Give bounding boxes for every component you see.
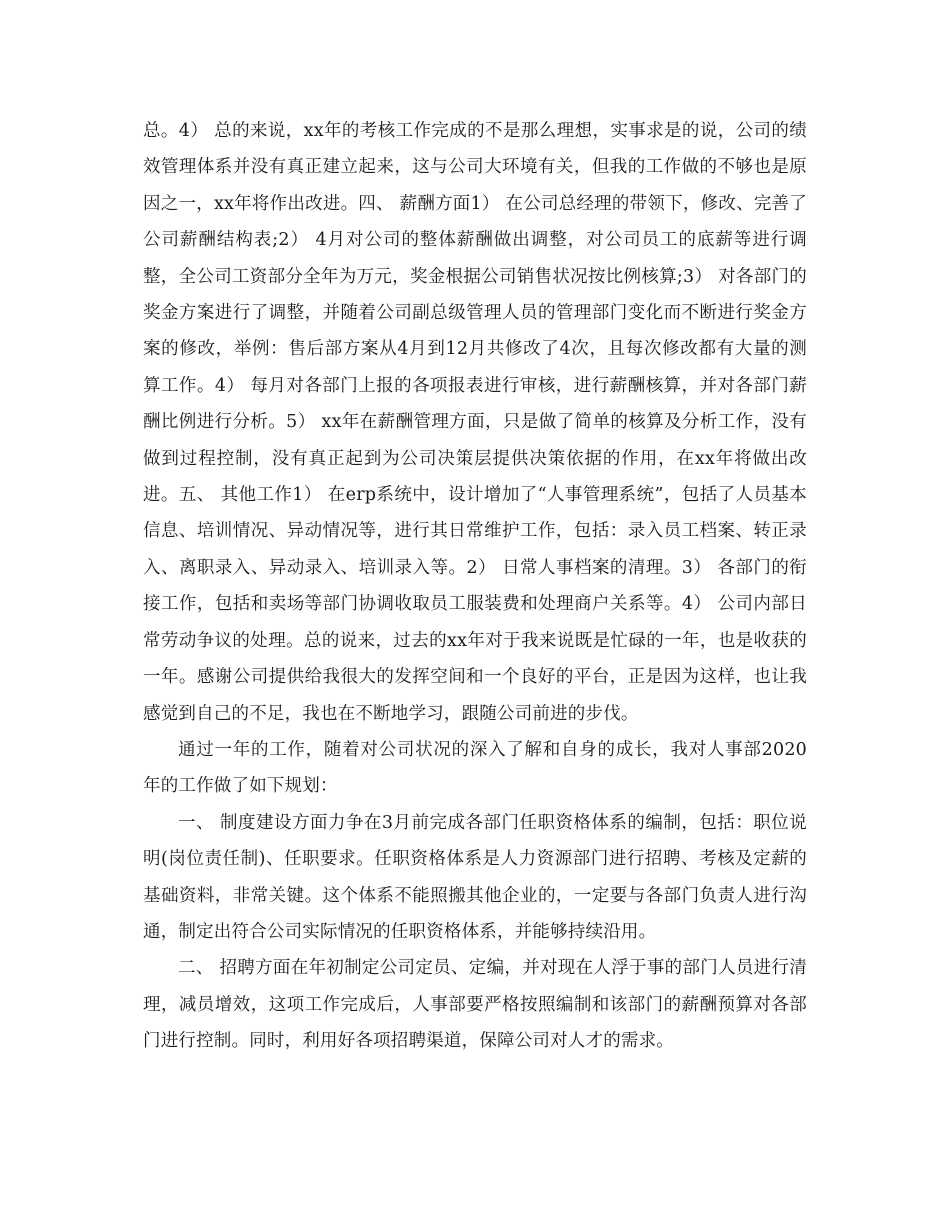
document-body [143, 113, 807, 1060]
paragraph-annual-summary: 总。4） 总的来说，xx年的考核工作完成的不是那么理想，实事求是的说，公司的绩效管理体系并没有真正建立起来，这与公司大环境有关，但我的工作做的不够也是原因之一，xx年将作出改进。四、 薪酬方面1） 在公司总经理的带领下，修改、完善了公司薪酬结构表;2） 4月对公司的整体薪酬做出调整，对公司员工的底薪等进行调整，全公司工资部分全年为万元，奖金根据公司销售状况按比例核算;3） 对各部门的奖金方案进行了调整，并随着公司副总级管理人员的管理部门变化而不断进行奖金方案的修改，举例：售后部方案从4月到12月共修改了4次，且每次修改都有大量的测算工作。4） 每月对各部门上报的各项报表进行审核，进行薪酬核算，并对各部门薪酬比例进行分析。5） xx年在薪酬管理方面，只是做了简单的核算及分析工作，没有做到过程控制，没有真正起到为公司决策层提供决策依据的作用，在xx年将做出改进。五、 其他工作1） 在erp系统中，设计增加了“人事管理系统”，包括了人员基本信息、培训情况、异动情况等，进行其日常维护工作，包括：录入员工档案、转正录入、离职录入、异动录入、培训录入等。2） 日常人事档案的清理。3） 各部门的衔接工作，包括和卖场等部门协调收取员工服装费和处理商户关系等。4） 公司内部日常劳动争议的处理。总的说来，过去的xx年对于我来说既是忙碌的一年，也是收获的一年。感谢公司提供给我很大的发挥空间和一个良好的平台，正是因为这样，也让我感觉到自己的不足，我也在不断地学习，跟随公司前进的步伐。 [143, 121, 807, 724]
paragraph-plan-intro: 通过一年的工作，随着对公司状况的深入了解和自身的成长，我对人事部2020年的工作做了如下规划： [143, 739, 807, 797]
paragraph-recruitment: 二、 招聘方面在年初制定公司定员、定编，并对现在人浮于事的部门人员进行清理，减员增效，这项工作完成后，人事部要严格按照编制和该部门的薪酬预算对各部门进行控制。同时，利用好各项招聘渠道，保障公司对人才的需求。 [143, 958, 807, 1052]
paragraph-system-building: 一、 制度建设方面力争在3月前完成各部门任职资格体系的编制，包括：职位说明(岗位责任制)、任职要求。任职资格体系是人力资源部门进行招聘、考核及定薪的基础资料，非常关键。这个体系不能照搬其他企业的，一定要与各部门负责人进行沟通，制定出符合公司实际情况的任职资格体系，并能够持续沿用。 [143, 812, 807, 942]
